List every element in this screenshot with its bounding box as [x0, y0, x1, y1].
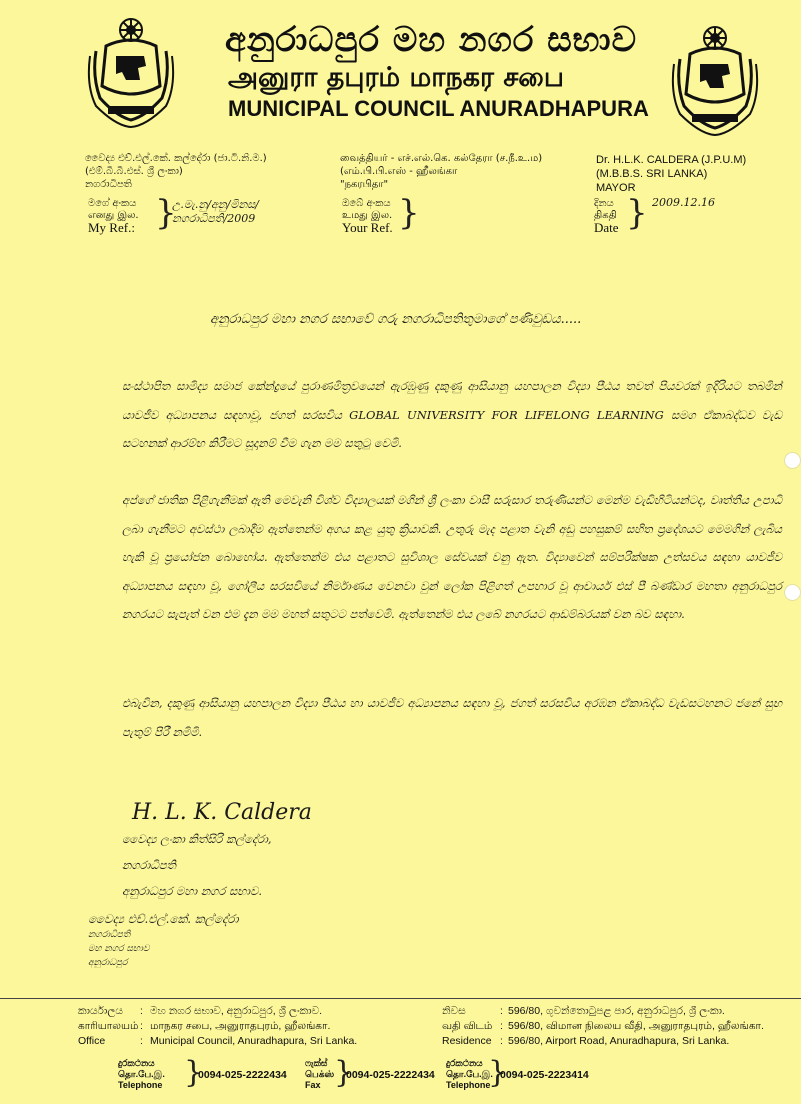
- body-paragraph-1: සංස්ථාපිත සාමිද්‍ය සමාජ කේන්ද්‍රයේ පුරාණමිත්‍රවයෙන් ඇරඹුණු දකුණු ආසියානු යහපාලන විද්‍යා පීඨය තවත් පියවරක් ඉදිරියට තබමින් යාවජීව අධ්‍යාපනය සඳහාවූ, ජගත් සරසවිය GLOBAL UNIVERSITY FOR LIFELONG LEARNING සමග ඒකාබද්ධව වැඩ සටහනක් ආරම්භ කිරීමට සූදානම් වීම ගැන මම සතුටු වෙමි.: [122, 379, 782, 450]
- closing-title: නගරාධිපති: [122, 858, 176, 872]
- office-colons: : : :: [140, 1005, 143, 1047]
- punch-hole: [784, 584, 801, 601]
- body-paragraph-2: අප්ගේ ජාතික පිළිගැනීමක් ඇති මෙවැනි විශ්ව විද්‍යාලයක් මගින් ශ්‍රී ලංකා වාසී සරුසාර තරුණියන්ට මෙන්ම වැඩිහිටියන්ටද, වෘත්තීය උපාධි ලබා ගැනීමට අවස්ථා ලබාදීම ඇත්තෙන්ම අගය කළ යුතු ක්‍රියාවකි. උතුරු මැද පළාත වැනි අඩු පහසුකම් සහිත ප්‍රදේශයට මෙමගින් ලැබිය හැකි වූ ප්‍රයෝජන බොහෝය. ඇත්තෙන්ම එය පළාතට සුවිශාල සේවයක් වනු ඇත. විද්‍යාවෙන් සම්පරික්ෂක උත්සවය සඳහා යාවජීව අධ්‍යාපනය සඳහා වූ, ගෝලීය සරසවියේ නිර්මාණය වෙනවා වුන් ලෝක පිළිගත් උපහාර වූ ආචාර්ය එස් පී බණ්ඩාර මහතා අනුරාධපුර නගරයට සැපැත් වන එම දැන මම මහත් සතුටට පත්වෙමි. ඇත්තෙන්ම එය ලබේ නගරයට ආඩම්බරයක් වන බව සඳහා.: [122, 493, 782, 621]
- telephone-label-si: දුරකථනය: [118, 1058, 155, 1068]
- title-english: MUNICIPAL COUNCIL ANURADHAPURA: [228, 96, 649, 121]
- residence-label: [442, 1004, 492, 1049]
- date-brace: }: [626, 193, 648, 233]
- mayor-english-line: Dr. H.L.K. CALDERA (J.P.U.M): [596, 154, 747, 166]
- residence-telephone-brace: }: [488, 1055, 508, 1090]
- stamp-line: මහ නගර සභාව: [88, 944, 150, 954]
- office-label-si: කාර්යාලය: [78, 1005, 123, 1017]
- your-ref-label-en: Your Ref.: [342, 220, 393, 235]
- mayor-english-line: (M.B.B.S. SRI LANKA): [596, 168, 708, 180]
- date-label: [594, 198, 619, 234]
- body-paragraph-3: එබැවින, දකුණු ආසියානු යහපාලන විද්‍යා පීඨය හා යාවජීව අධ්‍යාපනය සඳහා වූ, ජගත් සරසවිය අරඹන ඒකාබද්ධ වැඩසටහනට ජනේ සුභ පැතුම් පිරී නමිමි.: [122, 696, 782, 739]
- office-address: [150, 1004, 357, 1049]
- mayor-sinhala-line: වෛද්‍ය එච්.එල්.කේ. කල්දේරා (ජා.ටි.නි.ම.): [85, 153, 267, 164]
- my-ref-label-si: මගේ අංකය: [88, 198, 137, 209]
- residence-telephone-label: [446, 1058, 493, 1091]
- mayor-english: [596, 153, 746, 195]
- residence-telephone-label-en: Telephone: [446, 1080, 491, 1090]
- residence-telephone-number: 0094-025-2223414: [500, 1069, 589, 1081]
- your-ref-label: [342, 198, 393, 234]
- signature: H. L. K. Caldera: [132, 800, 312, 825]
- my-ref-label-en: My Ref.:: [88, 220, 135, 235]
- my-ref-label: [88, 198, 139, 234]
- residence-label-ta: வதி விடம்: [442, 1020, 493, 1032]
- stamp-line: වෛද්‍ය එච්.එල්.කේ. කල්දේරා: [88, 912, 239, 926]
- office-label-en: Office: [78, 1035, 106, 1047]
- residence-label-en: Residence: [442, 1035, 492, 1047]
- letter-subject: අනුරාධපුර මහා නගර සභාවේ ගරු නගරාධිපතිතුමාගේ පණිවුඩය.....: [210, 312, 582, 327]
- fax-label: [305, 1058, 334, 1091]
- fax-label-ta: பெக்ஸ்: [305, 1069, 335, 1079]
- mayor-tamil-line: "நகரபிதா": [340, 179, 389, 190]
- date-label-si: දිනය: [594, 198, 614, 209]
- mayor-tamil-line: வைத்தியர் - எச்.எல்.கெ. கல்தேரா (ச.நீ.உ.ம): [340, 153, 543, 164]
- telephone-brace: }: [184, 1055, 204, 1090]
- my-ref-label-ta: எனது இல.: [88, 210, 139, 221]
- fax-number: 0094-025-2222434: [346, 1069, 435, 1081]
- date-label-en: Date: [594, 220, 619, 235]
- telephone-number: 0094-025-2222434: [198, 1069, 287, 1081]
- residence-address-line: 596/80, Airport Road, Anuradhapura, Sri Lanka.: [508, 1035, 730, 1047]
- residence-telephone-label-si: දුරකථනය: [446, 1058, 483, 1068]
- closing-name: වෛද්‍ය ලංකා කිත්සිරි කල්දේරා,: [122, 832, 272, 846]
- mayor-sinhala: [85, 152, 267, 191]
- left-lion-emblem-icon: [86, 6, 176, 128]
- your-ref-label-si: ඔබේ අංකය: [342, 198, 391, 209]
- right-lion-emblem-icon: [670, 14, 760, 136]
- telephone-label-ta: தொ.பே.இ.: [118, 1069, 165, 1079]
- stamp-line: නගරාධිපති: [88, 930, 131, 940]
- office-label: [78, 1004, 138, 1049]
- closing-org: අනුරාධපුර මහා නගර සභාව.: [122, 884, 263, 898]
- my-ref-value: [172, 198, 259, 226]
- mayor-sinhala-line: නගරාධිපති: [85, 179, 132, 190]
- office-address-line: මහ නගර සභාව, අනුරාධපුර, ශ්‍රී ලංකාව.: [150, 1005, 323, 1017]
- residence-address-line: 596/80, ගුවන්තොටුපළ පාර, අනුරාධපුර, ශ්‍රී ලංකා.: [508, 1005, 725, 1017]
- stamp-line: අනුරාධපුර: [88, 958, 128, 968]
- my-ref-brace: }: [155, 193, 177, 233]
- title-sinhala: අනුරාධපුර මහ නගර සභාව: [225, 20, 638, 60]
- mayor-tamil: [340, 152, 542, 191]
- punch-hole: [784, 452, 801, 469]
- your-ref-label-ta: உமது இல.: [342, 210, 393, 221]
- telephone-label: [118, 1058, 165, 1091]
- office-address-line: மாநகர சபை, அனுராதபுரம், ஹீலங்கா.: [150, 1020, 331, 1032]
- date-label-ta: திகதி: [594, 210, 617, 221]
- residence-telephone-label-ta: தொ.பே.இ.: [446, 1069, 493, 1079]
- telephone-label-en: Telephone: [118, 1080, 163, 1090]
- title-tamil: அனுரா தபுரம் மாநகர சபை: [228, 62, 564, 93]
- date-value: 2009.12.16: [652, 196, 715, 209]
- official-stamp: [88, 910, 239, 970]
- office-label-ta: காரியாலயம்: [78, 1020, 139, 1032]
- mayor-tamil-line: (எம்.பி.பி.எஸ் - ஹீலங்கா: [340, 166, 458, 177]
- fax-label-en: Fax: [305, 1080, 321, 1090]
- mayor-english-line: MAYOR: [596, 182, 636, 194]
- residence-colons: : : :: [500, 1005, 503, 1047]
- residence-address-line: 596/80, விமான நிலைய வீதி, அனுராதபுரம், ஹீலங்கா.: [508, 1020, 764, 1032]
- footer-divider: [0, 998, 801, 999]
- your-ref-brace: }: [398, 193, 420, 233]
- residence-label-si: නිවස: [442, 1005, 466, 1017]
- mayor-sinhala-line: (එම්.බී.බී.එස්. ශ්‍රී ලංකා): [85, 166, 183, 177]
- fax-brace: }: [334, 1055, 354, 1090]
- residence-address: [508, 1004, 764, 1049]
- office-address-line: Municipal Council, Anuradhapura, Sri Lanka.: [150, 1035, 358, 1047]
- my-ref-value-line: උ.මැ.නු/අනු/මිනස/: [172, 198, 259, 211]
- fax-label-si: ෆැක්ස්: [305, 1058, 328, 1068]
- my-ref-value-line: නගරාධිපති/2009: [172, 212, 256, 225]
